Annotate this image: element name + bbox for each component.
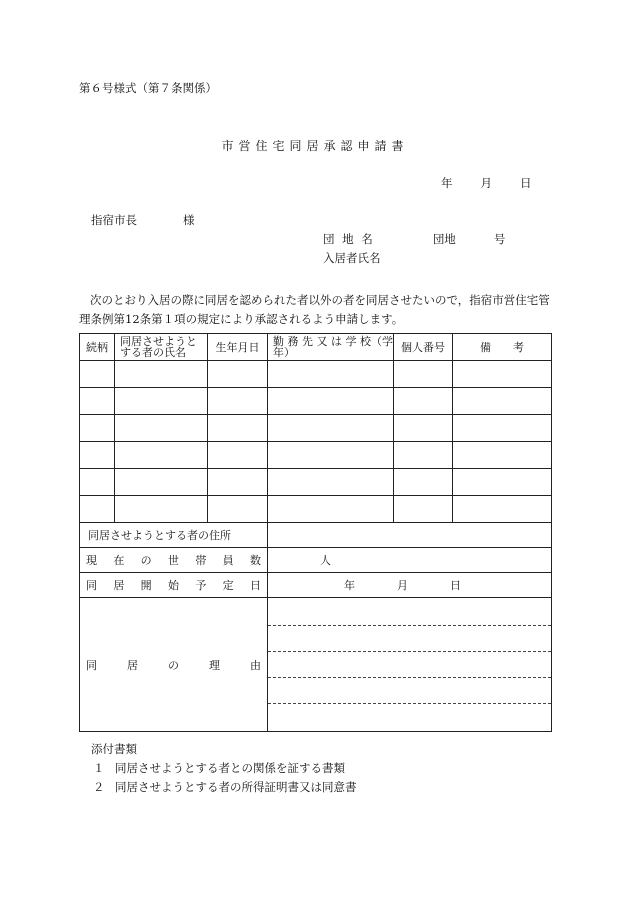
start-date-row	[80, 573, 552, 598]
member-row	[80, 361, 552, 388]
member-row	[80, 442, 552, 469]
member-row	[80, 469, 552, 496]
start-month: 月	[397, 579, 408, 592]
household-unit: 人	[320, 554, 331, 567]
form-number: 第６号様式（第７条関係）	[79, 81, 217, 95]
application-table	[79, 333, 552, 732]
date-day: 日	[520, 176, 532, 190]
birthdate-cell[interactable]	[208, 415, 268, 442]
header-relation: 続柄	[80, 334, 115, 361]
household-label: 現在の世帯員数	[80, 548, 268, 573]
application-date	[441, 175, 532, 191]
remarks-cell[interactable]	[453, 361, 552, 388]
address-row	[80, 523, 552, 548]
reason-label: 同居の理由	[80, 598, 268, 732]
header-personal-number: 個人番号	[394, 334, 453, 361]
attachment-number: １	[93, 761, 105, 775]
household-field[interactable]	[268, 548, 552, 573]
personal-number-cell[interactable]	[394, 442, 453, 469]
relation-cell[interactable]	[80, 442, 115, 469]
date-year: 年	[441, 176, 453, 190]
attachment-text: 同居させようとする者の所得証明書又は同意書	[115, 780, 357, 794]
complex-line	[323, 230, 505, 249]
start-day: 日	[450, 579, 461, 592]
remarks-cell[interactable]	[453, 415, 552, 442]
birthdate-cell[interactable]	[208, 496, 268, 523]
reason-line[interactable]	[268, 678, 551, 704]
applicant-block	[323, 230, 505, 268]
member-rows	[80, 361, 552, 523]
personal-number-cell[interactable]	[394, 415, 453, 442]
workplace-cell[interactable]	[268, 361, 394, 388]
table-header-row	[80, 334, 552, 361]
birthdate-cell[interactable]	[208, 388, 268, 415]
start-date-label: 同居開始予定日	[80, 573, 268, 598]
name-cell[interactable]	[115, 415, 208, 442]
relation-cell[interactable]	[80, 361, 115, 388]
household-row	[80, 548, 552, 573]
reason-line[interactable]	[268, 652, 551, 678]
remarks-cell[interactable]	[453, 388, 552, 415]
member-row	[80, 496, 552, 523]
address-field[interactable]	[268, 523, 552, 548]
header-workplace: 勤 務 先 又 は 学 校（学年）	[268, 334, 394, 361]
name-cell[interactable]	[115, 496, 208, 523]
member-row	[80, 388, 552, 415]
reason-field[interactable]	[268, 598, 552, 732]
relation-cell[interactable]	[80, 388, 115, 415]
reason-line[interactable]	[268, 626, 551, 652]
occupant-label: 入居者氏名	[323, 251, 381, 265]
name-cell[interactable]	[115, 361, 208, 388]
start-year: 年	[344, 579, 355, 592]
remarks-cell[interactable]	[453, 469, 552, 496]
date-month: 月	[480, 176, 492, 190]
workplace-cell[interactable]	[268, 496, 394, 523]
relation-cell[interactable]	[80, 415, 115, 442]
workplace-cell[interactable]	[268, 388, 394, 415]
personal-number-cell[interactable]	[394, 361, 453, 388]
birthdate-cell[interactable]	[208, 361, 268, 388]
personal-number-cell[interactable]	[394, 469, 453, 496]
start-date-field[interactable]	[268, 573, 552, 598]
addressee	[91, 212, 195, 228]
document-title: 市営住宅同居承認申請書	[221, 139, 409, 153]
remarks-cell[interactable]	[453, 442, 552, 469]
workplace-cell[interactable]	[268, 415, 394, 442]
member-row	[80, 415, 552, 442]
complex-suffix: 団地	[432, 232, 456, 246]
address-label: 同居させようとする者の住所	[80, 523, 268, 548]
attachment-number: ２	[93, 780, 105, 794]
personal-number-cell[interactable]	[394, 496, 453, 523]
reason-line[interactable]	[268, 704, 551, 730]
name-cell[interactable]	[115, 442, 208, 469]
addressee-name: 指宿市長	[91, 213, 137, 227]
header-birthdate: 生年月日	[208, 334, 268, 361]
name-cell[interactable]	[115, 469, 208, 496]
attachment-item	[91, 778, 357, 797]
workplace-cell[interactable]	[268, 442, 394, 469]
relation-cell[interactable]	[80, 469, 115, 496]
header-remarks: 備 考	[453, 334, 552, 361]
attachments	[91, 740, 357, 797]
attachments-title: 添付書類	[91, 742, 137, 756]
addressee-honorific: 様	[183, 213, 195, 227]
name-cell[interactable]	[115, 388, 208, 415]
workplace-cell[interactable]	[268, 469, 394, 496]
application-statement: 次のとおり入居の際に同居を認められた者以外の者を同居させたいので，指宿市営住宅管理条例第12条第１項の規定により承認されるよう申請します。	[79, 293, 550, 326]
remarks-cell[interactable]	[453, 496, 552, 523]
birthdate-cell[interactable]	[208, 442, 268, 469]
header-name: 同居させようとする者の氏名	[115, 334, 208, 361]
attachment-text: 同居させようとする者との関係を証する書類	[115, 761, 345, 775]
relation-cell[interactable]	[80, 496, 115, 523]
birthdate-cell[interactable]	[208, 469, 268, 496]
complex-label: 団 地 名	[323, 232, 375, 246]
unit-suffix: 号	[493, 232, 506, 246]
reason-line[interactable]	[268, 600, 551, 626]
attachment-item	[91, 759, 357, 778]
reason-row	[80, 598, 552, 732]
personal-number-cell[interactable]	[394, 388, 453, 415]
